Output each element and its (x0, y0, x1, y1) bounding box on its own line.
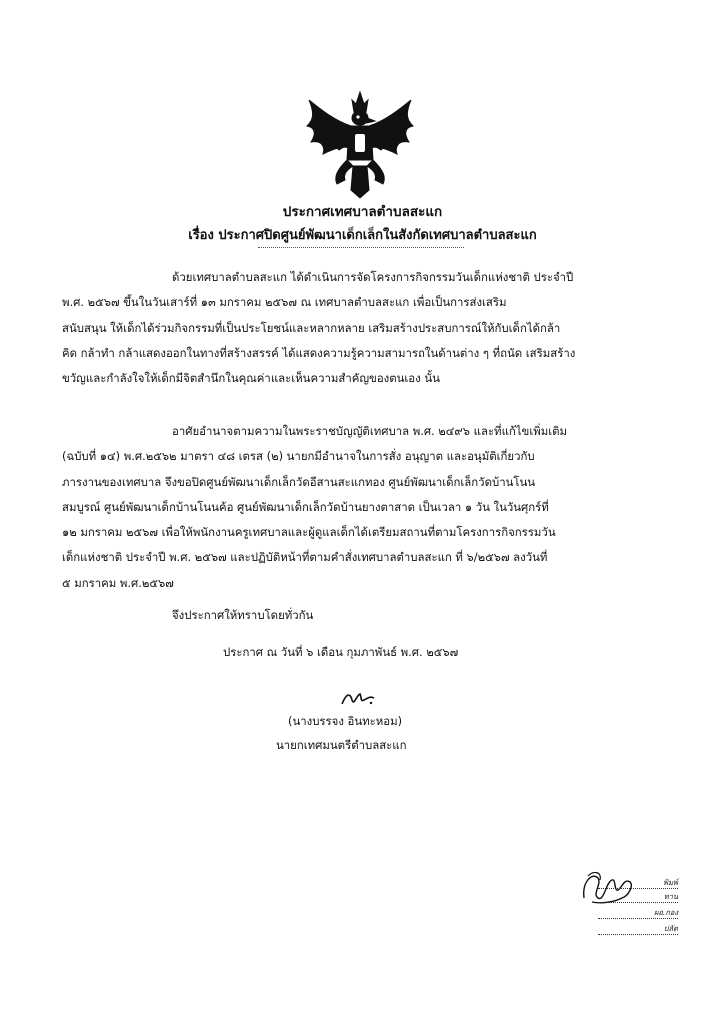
paragraph-line: ขวัญและกำลังใจให้เด็กมีจิตสำนึกในคุณค่าและเห็นความสำคัญของตนเอง นั้น (62, 371, 440, 386)
routing-note (578, 868, 698, 938)
title-block (0, 200, 725, 248)
announcement-subject: เรื่อง ประกาศปิดศูนย์พัฒนาเด็กเล็กในสังกัดเทศบาลตำบลสะแก (188, 228, 537, 243)
announcement-date: ประกาศ ณ วันที่ ๖ เดือน กุมภาพันธ์ พ.ศ. ๒๕๖๗ (223, 645, 459, 659)
routing-line: ปลัด (598, 924, 678, 935)
paragraph-line: คิด กล้าทำ กล้าแสดงออกในทางที่สร้างสรรค์ ได้แสดงความรู้ความสามารถในด้านต่าง ๆ ที่ถนัด เสริมสร้าง (62, 345, 576, 360)
signature-mark-icon (338, 686, 378, 708)
garuda-emblem-icon (303, 90, 417, 200)
title-divider (258, 247, 464, 248)
announcement-title: ประกาศเทศบาลตำบลสะแก (282, 204, 443, 220)
signer-position: นายกเทศมนตรีตำบลสะแก (276, 738, 407, 752)
paragraph-line: ภารงานของเทศบาล จึงขอปิดศูนย์พัฒนาเด็กเล็กวัดอีสานสะแกทอง ศูนย์พัฒนาเด็กเล็กวัดบ้านโนน (62, 474, 536, 489)
paragraph-line: ๑๒ มกราคม ๒๕๖๗ เพื่อให้พนักงานครูเทศบาลและผู้ดูแลเด็กได้เตรียมสถานที่ตามโครงการกิจกรรมวัน (62, 525, 556, 540)
paragraph-line: อาศัยอำนาจตามความในพระราชบัญญัติเทศบาล พ.ศ. ๒๔๙๖ และที่แก้ไขเพิ่มเติม (172, 424, 568, 438)
paragraph-authority (62, 419, 670, 596)
paragraph-line: (ฉบับที่ ๑๔) พ.ศ.๒๕๖๒ มาตรา ๔๘ เตรส (๒) นายกมีอำนาจในการสั่ง อนุญาต และอนุมัติเกี่ยวกับ (62, 449, 535, 464)
paragraph-line: สนับสนุน ให้เด็กได้ร่วมกิจกรรมที่เป็นประโยชน์และหลากหลาย เสริมสร้างประสบการณ์ให้กับเด็กได้กล้า (62, 320, 561, 335)
paragraph-line: ด้วยเทศบาลตำบลสะแก ได้ดำเนินการจัดโครงการกิจกรรมวันเด็กแห่งชาติ ประจำปี (172, 270, 574, 284)
routing-line: ทาน (598, 892, 678, 903)
routing-line: ผอ.กอง (598, 908, 678, 919)
paragraph-line: สมบูรณ์ ศูนย์พัฒนาเด็กบ้านโนนค้อ ศูนย์พัฒนาเด็กเล็กวัดบ้านยางตาสาด เป็นเวลา ๑ วัน ในวันศุกร์ที่ (62, 499, 549, 514)
paragraph-line: ๕ มกราคม พ.ศ.๒๕๖๗ (62, 575, 174, 590)
paragraph-intro (62, 265, 670, 391)
signer-name: (นางบรรจง อินทะหอม) (288, 714, 403, 728)
routing-line: พิมพ์ (598, 878, 678, 889)
paragraph-closing: จึงประกาศให้ทราบโดยทั่วกัน (172, 608, 314, 622)
paragraph-line: พ.ศ. ๒๕๖๗ ขึ้นในวันเสาร์ที่ ๑๓ มกราคม ๒๕๖๗ ณ เทศบาลตำบลสะแก เพื่อเป็นการส่งเสริม (62, 295, 507, 310)
paragraph-line: เด็กแห่งชาติ ประจำปี พ.ศ. ๒๕๖๗ และปฏิบัติหน้าที่ตามคำสั่งเทศบาลตำบลสะแก ที่ ๖/๒๕๖๗ ลงวันที่ (62, 550, 548, 565)
